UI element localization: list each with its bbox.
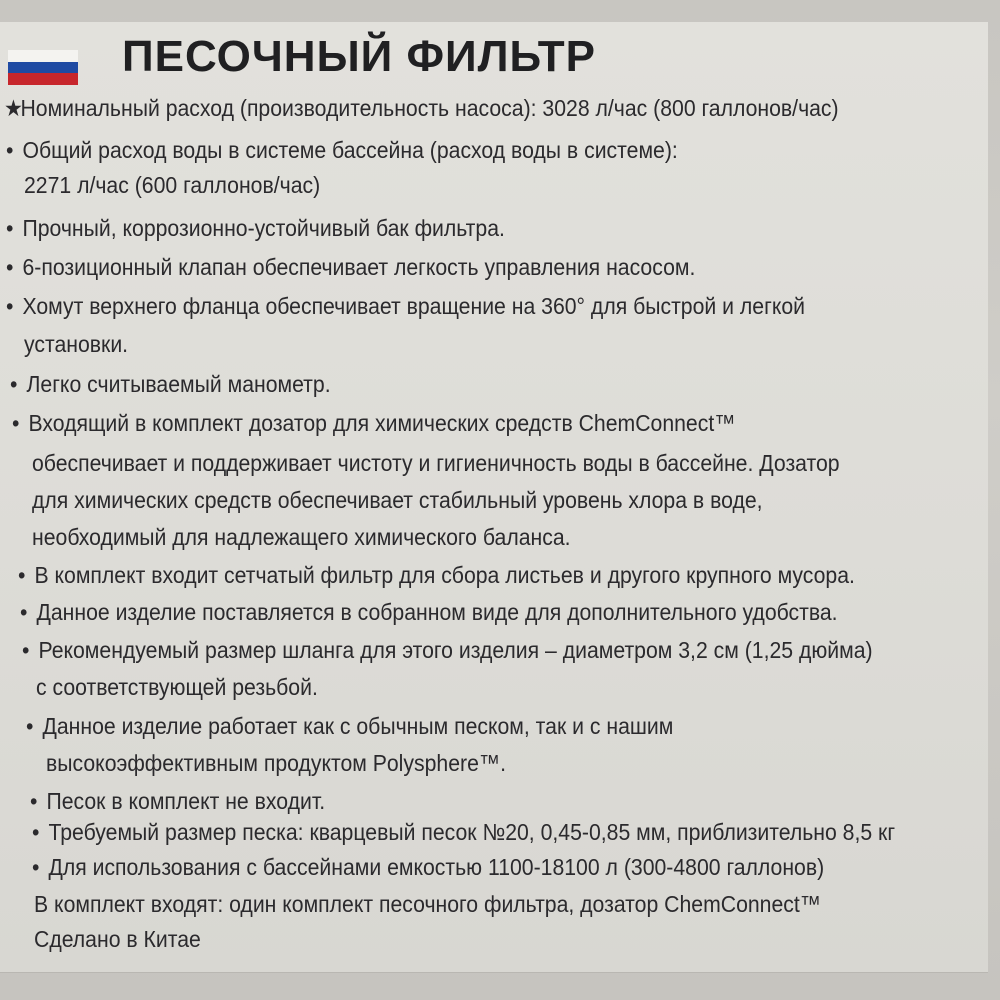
bullet-icon: •	[32, 819, 40, 845]
bullet-icon: •	[22, 637, 30, 663]
list-item	[20, 598, 838, 626]
list-item	[6, 136, 678, 164]
list-item-text: Требуемый размер песка: кварцевый песок №20, 0,45-0,85 мм, приблизительно 8,5 кг	[48, 819, 896, 845]
list-item-text: 2271 л/час (600 галлонов/час)	[24, 172, 321, 198]
list-item-continuation	[24, 171, 320, 199]
list-item	[6, 292, 805, 320]
list-item-text: Рекомендуемый размер шланга для этого изделия – диаметром 3,2 см (1,25 дюйма)	[38, 637, 873, 663]
bullet-icon: •	[32, 854, 40, 880]
list-item-text: Данное изделие поставляется в собранном виде для дополнительного удобства.	[36, 599, 838, 625]
list-item-continuation	[32, 486, 763, 514]
list-item-text: 6-позиционный клапан обеспечивает легкость управления насосом.	[22, 254, 696, 280]
list-item	[30, 787, 325, 815]
list-item	[6, 253, 695, 281]
list-item-text: Для использования с бассейнами емкостью 1100-18100 л (300-4800 галлонов)	[48, 854, 825, 880]
list-item	[4, 94, 839, 122]
list-item-continuation	[46, 749, 506, 777]
list-item-continuation	[32, 449, 840, 477]
bullet-icon: •	[6, 293, 14, 319]
bullet-icon: •	[20, 599, 28, 625]
list-item-text: Хомут верхнего фланца обеспечивает вращение на 360° для быстрой и легкой	[22, 293, 805, 319]
bullet-icon: •	[18, 562, 26, 588]
list-item	[22, 636, 873, 664]
bullet-icon: •	[6, 215, 14, 241]
star-icon: ★	[4, 95, 24, 121]
list-item-continuation	[24, 330, 128, 358]
list-item	[12, 409, 735, 437]
list-item-continuation	[32, 523, 571, 551]
bullet-icon: •	[30, 788, 38, 814]
package-contents-text: В комплект входят: один комплект песочного фильтра, дозатор ChemConnect™	[34, 891, 822, 917]
list-item-text: с соответствующей резьбой.	[36, 674, 318, 700]
bullet-icon: •	[6, 254, 14, 280]
list-item-text: обеспечивает и поддерживает чистоту и гигиеничность воды в бассейне. Дозатор	[32, 450, 840, 476]
list-item	[32, 818, 895, 846]
list-item-text: Легко считываемый манометр.	[26, 371, 331, 397]
bullet-icon: •	[10, 371, 18, 397]
list-item-text: Песок в комплект не входит.	[46, 788, 326, 814]
list-item	[10, 370, 331, 398]
list-item-continuation	[36, 673, 318, 701]
list-item	[18, 561, 855, 589]
list-item-text: Входящий в комплект дозатор для химических средств ChemConnect™	[28, 410, 736, 436]
list-item	[26, 712, 673, 740]
list-item-text: Общий расход воды в системе бассейна (расход воды в системе):	[22, 137, 678, 163]
list-item-text: Номинальный расход (производительность насоса): 3028 л/час (800 галлонов/час)	[20, 95, 839, 121]
bullet-icon: •	[12, 410, 20, 436]
list-item-text: высокоэффективным продуктом Polysphere™.	[46, 750, 506, 776]
made-in-text: Сделано в Китае	[34, 926, 201, 952]
list-item-text: В комплект входит сетчатый фильтр для сбора листьев и другого крупного мусора.	[34, 562, 855, 588]
list-item-text: Прочный, коррозионно-устойчивый бак фильтра.	[22, 215, 505, 241]
list-item-text: для химических средств обеспечивает стабильный уровень хлора в воде,	[32, 487, 763, 513]
list-item-text: Данное изделие работает как с обычным песком, так и с нашим	[42, 713, 674, 739]
bullet-icon: •	[26, 713, 34, 739]
package-contents	[34, 890, 821, 918]
list-item	[32, 853, 824, 881]
list-item-text: необходимый для надлежащего химического баланса.	[32, 524, 571, 550]
list-item-text: установки.	[24, 331, 129, 357]
page-title: ПЕСОЧНЫЙ ФИЛЬТР	[122, 32, 596, 81]
list-item	[6, 214, 505, 242]
bullet-icon: •	[6, 137, 14, 163]
made-in	[34, 925, 201, 953]
